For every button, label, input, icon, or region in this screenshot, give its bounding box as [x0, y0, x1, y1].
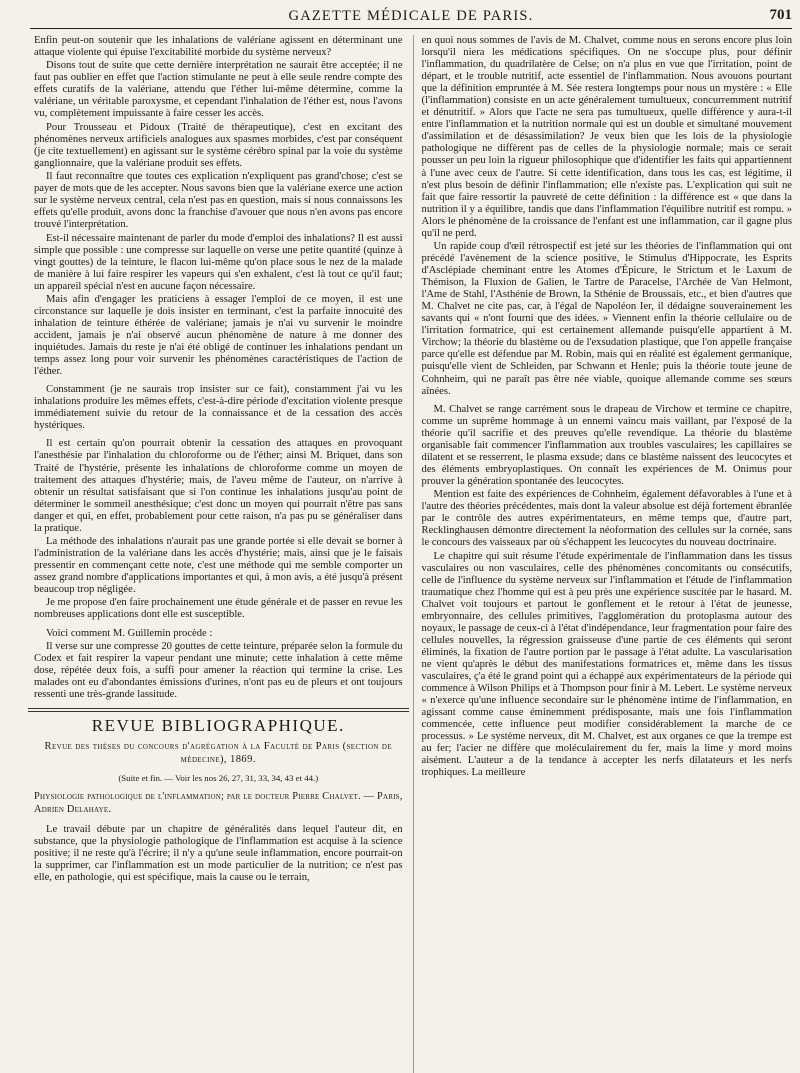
text-columns: [14, 35, 792, 1073]
paragraph: Le chapitre qui suit résume l'étude expérimentale de l'inflammation dans les tissus vasculaires ou non vasculaires, celle des phénomènes concomitants ou consécutifs, celle de l'influence du système nerveux sur l'inflammation et l'étude de l'inflammation traumatique chez l'homme qui est à peu près une expérience suscitée par le hasard. M. Chalvet voit toujours et partout le gonflement et le retour à l'état de jeunesse, embryonnaire, des cellules primitives, l'agglomération du protoplasma autour des noyaux, le passage de ceux-ci à l'état d'indépendance, leur fragmentation pour faire des cellules nouvelles, la régression graisseuse d'une partie de ces éléments qui seront éliminés, la fixation de l'autre portion par le passage à l'état adulte. La vascularisation ne vient qu'après le début des manifestations formatrices et, même dans les tissus vasculaires, ç'a été le grand point qui a échappé aux expérimentateurs de la période qui commence à Wilson Philips et à Thompson pour finir à M. Lebert. Le système nerveux « n'exerce qu'une influence secondaire sur le phénomène intime de l'inflammation, en agissant comme cause éminemment prédisposante, mais une fois l'inflammation commencée, cette influence peut modifier considérablement la marche de ce processus. » Le système nerveux, dit M. Chalvet, est aux organes ce que la trempe est au fer; l'acier ne diffère que moléculairement du fer, mais la lime y mord moins aisément. L'auteur a de la tendance à accepter les nerfs dilatateurs et les nerfs trophiques. La meilleure: [421, 550, 792, 779]
paragraph: Enfin peut-on soutenir que les inhalations de valériane agissent en déterminant une attaque violente qui épuise l'excitabilité morbide du système nerveux?: [34, 35, 403, 59]
paragraph: Mention est faite des expériences de Cohnheim, également défavorables à l'une et à l'autre des théories précédentes, mais dont la valeur absolue est déjà fortement ébranlée par le contrôle des autres expérimentateurs, en même temps que, d'autre part, Recklinghausen démontre directement la néoformation des cellules sur la cornée, sans le concours des vaisseaux par où s'échappent les leucocytes du nouveau doctrinaire.: [421, 489, 792, 549]
section-rule-thin: [28, 711, 409, 712]
section-rule: [28, 708, 409, 709]
paragraph: Voici comment M. Guillemin procède :: [46, 627, 213, 639]
paragraph: Disons tout de suite que cette dernière interprétation ne saurait être acceptée; il ne faut pas oublier en effet que l'action stimulante ne peut à elle seule rendre compte des effets curatifs de la valériane, attendu que l'éther lui-même détermine, comme la valériane, un véritable paroxysme, et cependant l'inhalation de l'éther est, nous l'avons vu, complètement impuissante à faire cesser les accès.: [34, 60, 403, 120]
paragraph: Mais afin d'engager les praticiens à essager l'emploi de ce moyen, il est une circonstance sur laquelle je dois insister en terminant, c'est la parfaite innocuité des inhalation de teinture éthérée de valériane; jamais je n'ai vu survenir le moindre accident, jamais je n'ai observé aucun phénomène de nature à me donner des inquiétudes. Jamais du reste je n'ai été obligé de continuer les inhalations pendant un temps assez long pour voir survenir les phénomènes caractéristiques de l'action de l'éther.: [34, 293, 403, 378]
review-heading: Physiologie pathologique de l'inflammation; par le docteur Pierre Chalvet. — Paris, Adrien Delahaye.: [34, 791, 403, 816]
journal-title: GAZETTE MÉDICALE DE PARIS.: [288, 8, 534, 24]
page-header: [30, 6, 792, 29]
paragraph: en quoi nous sommes de l'avis de M. Chalvet, comme nous en serons encore plus loin lorsqu'il niera les médications spécifiques. On ne s'occupe plus, pour définir l'inflammation, du quadrilatère de Celse; on n'a plus en vue que l'irritation, point de départ, et le trouble nutritif, acte essentiel de l'inflammation. Nous avouons pourtant que la définition empruntée à M. Sée restera longtemps pour nous un mystère : « Elle (l'inflammation) consiste en un acte généralement tumultueux, concurremment nutritif et dénutritif. » Alors que l'acte ne sera pas tumultueux, quelle différence y aura-t-il entre l'inflammation et la nutrition normale qui est un double et simultané mouvement d'assimilation et de désassimilation? Je veux bien que les lois de la physiologie pathologique ne diffèrent pas de celles de la physiologie normale; mais ce serait pousser un peu loin la rigueur philosophique que d'identifier les faits qui appartiennent à l'une avec ceux de l'autre. Si cette identification, dans tous les cas, est légitime, il n'est plus besoin de définir l'inflammation; elle n'existe pas. L'explication qui suit ne fait que faire ressortir la pauvreté de cette définition : la différence est « que dans la nutrition il y a équilibre, tandis que dans l'inflammation l'équilibre nutritif est rompu. » Alors le phénomène de la croissance de l'enfant est une inflammation, car il gagne plus qu'il ne perd.: [421, 35, 792, 239]
paragraph: M. Chalvet se range carrément sous le drapeau de Virchow et termine ce chapitre, comme un suprême hommage à un ennemi vaincu mais vaillant, par l'exposé de la théorie qu'il sacrifie et des preuves qu'elle revendique. La théorie du blastème organisable fait commencer l'inflammation aux troubles vasculaires; les capillaires se dilatent et se resserrent, le plasma exsude; dans ce blastème naissent des leucocytes et des éléments embryoplastiques. On connaît les expériences de M. Onimus pour prouver la génération spontanée des leucocytes.: [421, 403, 792, 487]
right-column: [414, 35, 792, 1073]
left-column: [14, 35, 414, 1073]
paragraph: Je me propose d'en faire prochainement une étude générale et de passer en revue les nombreuses applications dont elle est susceptible.: [34, 597, 403, 621]
paragraph: Il faut reconnaître que toutes ces explication n'expliquent pas grand'chose; c'est se payer de mots que de les accepter. Nous savons bien que la valériane exerce une action sur le système nerveux central, cela n'est pas en question, mais si nous connaissons les effets qu'elle produit, avons donc la franchise d'avouer que nous n'en avons pas encore trouvé l'interprétation.: [34, 171, 403, 231]
paragraph: Pour Trousseau et Pidoux (Traité de thérapeutique), c'est en excitant des phénomènes nerveux artificiels analogues aux spasmes morbides, c'est par conséquent (je cite textuellement) en agissant sur le système cérébro spinal par la voie du système ganglionnaire, que la valériane produit ses effets.: [34, 121, 403, 169]
paragraph: Le travail débute par un chapitre de généralités dans lequel l'auteur dit, en substance, que la physiologie pathologique de l'inflammation est acquise à la science positive; il ne reste qu'à l'écrire; il n'y a qu'une seule inflammation, encore pourrait-on la supprimer, car l'inflammation est un mode particulier de la nutrition; ce n'est pas elle, en pathologie, qui est spécifique, mais la cause ou le terrain,: [34, 824, 403, 884]
paragraph: Constamment (je ne saurais trop insister sur ce fait), constamment j'ai vu les inhalations produire les mêmes effets, c'est-à-dire période d'excitation violente presque immédiatement suivie du retour de la connaissance et de la cessation des accès hystériques.: [34, 384, 403, 432]
paragraph: La méthode des inhalations n'aurait pas une grande portée si elle devait se borner à l'administration de la valériane dans les accès d'hystérie; mais, ainsi que je le faisais pressentir en commençant cette note, c'est une méthode qui me semble comporter un assez grand nombre d'applications importantes et qui, à mon avis, a été jusqu'à présent beaucoup trop négligée.: [34, 536, 403, 596]
review-note: (Suite et fin. — Voir les nos 26, 27, 31, 33, 34, 43 et 44.): [118, 773, 319, 784]
paragraph: Il verse sur une compresse 20 gouttes de cette teinture, préparée selon la formule du Codex et fait respirer la vapeur pendant une minute; cette inhalation à cette même dose, répétée deux fois, a suffi pour amener la réaction qui termine la crise. Les malades ont eu d'abondantes émissions d'urines, n'ont pas eu de pleurs et ont toujours ressenti une très-grande lassitude.: [34, 640, 403, 700]
paragraph: Il est certain qu'on pourrait obtenir la cessation des attaques en provoquant l'anesthésie par l'inhalation du chloroforme ou de l'éther; ainsi M. Briquet, dans son Traité de l'hystérie, présente les inhalations de chloroforme comme un moyen de traitement des attaques d'hystérie; mais, de l'aveu même de l'auteur, on n'arrive à obtenir un résultat satisfaisant que si l'on continue les inhalations jusqu'au point de déterminer le sommeil anesthésique; c'est donc un moyen qui pourrait n'être pas sans danger et qui, en effet, probablement pour cette raison, n'a pas pu se généraliser dans la pratique.: [34, 438, 403, 534]
paragraph: Est-il nécessaire maintenant de parler du mode d'emploi des inhalations? Il est aussi simple que possible : une compresse sur laquelle on verse une petite quantité (quinze à vingt gouttes) de la teinture, le flacon lui-même qu'on place sous le nez de la malade de manière à lui faire respirer les vapeurs qui s'en exhalent, c'est là tout ce qu'il faut; un appareil spécial n'est en aucune façon nécessaire.: [34, 232, 403, 292]
review-subtitle: Revue des thèses du concours d'agrégation à la Faculté de Paris (section de médecine), 1869.: [44, 741, 393, 766]
page-number: 701: [769, 7, 792, 23]
paragraph: Un rapide coup d'œil rétrospectif est jeté sur les théories de l'inflammation qui ont précédé l'avènement de la science positive, le Stimulus d'Hippocrate, les Esprits d'Asclépiade cheminant entre les Atomes d'Épicure, le Strictum et le Laxum de Thémison, la Fluxion de Galien, le Tartre de Paracelse, l'Archée de Van Helmont, l'Ame de Stahl, l'Asthénie de Brown, la Sthénie de Broussais, etc., et bien d'autres que M. Chalvet ne cite pas, car, à l'égal de Napoléon Ier, il dédaigne souverainement les savants qui « n'ont fourni que des idées. » Viennent enfin la théorie cellulaire ou de l'irritation formatrice, qui est certainement allemande puisqu'elle appartient à M. Virchow; la théorie du blastème ou de l'exsudation plastique, que l'on appelle française parce qu'elle est défendue par M. Robin, mais qui en réalité est également germanique, puisqu'elle vient de Schleiden, par Schwann et Henle; puis la théorie toute jeune de Cohnheim, qui ne paraît pas être née viable, quoique allemande comme ses sœurs aînées.: [421, 240, 792, 397]
review-title: REVUE BIBLIOGRAPHIQUE.: [91, 715, 345, 735]
